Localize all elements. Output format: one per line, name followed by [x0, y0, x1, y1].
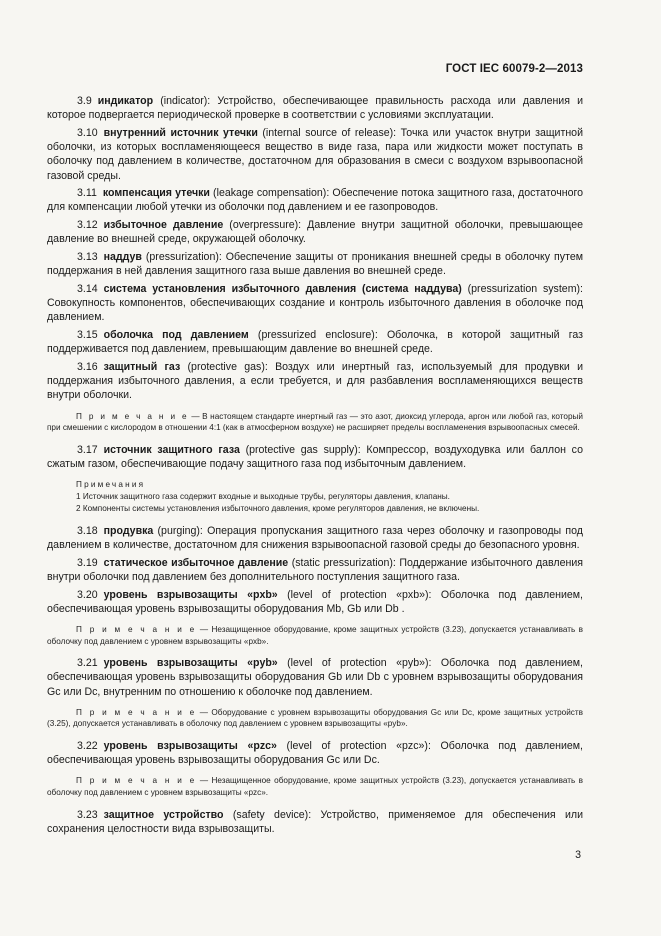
entry-term: уровень взрывозащиты «pxb»	[103, 588, 278, 601]
entry-term: защитный газ	[103, 360, 181, 373]
entry-number: 3.14	[77, 282, 98, 295]
entry-number: 3.16	[77, 360, 98, 373]
entry-term: индикатор	[97, 95, 154, 107]
entry-definition: (static pressurization): Поддержание избыточного давления внутри оболочки под давлением без дополнительного поступления защитного газа.	[47, 556, 583, 583]
entry-number: 3.20	[77, 588, 98, 601]
entry-definition: (pressurization system): Совокупность компонентов, обеспечивающих создание и контроль избыточного давления в оболочке под давлением.	[47, 282, 583, 324]
notes-title: Примечания	[76, 480, 146, 490]
definition-entry: 3.22 уровень взрывозащиты «pzc» (level of protection «pzc»): Оболочка под давлением, обеспечивающая уровень взрывозащиты оборудования Gc или Dc.	[47, 739, 583, 767]
entry-term: система установления избыточного давления (система наддува)	[103, 282, 462, 295]
entry-definition: (pressurized enclosure): Оболочка, в которой защитный газ поддерживается под давлением, превышающим давление во внешней среде.	[47, 329, 583, 356]
definition-entry: 3.21 уровень взрывозащиты «pyb» (level of protection «pyb»): Оболочка под давлением, обеспечивающая уровень взрывозащиты оборудования Gb или Db с уровнем взрывозащиты оборудования Gc или Dc, внутренним по отношению к оболочке под давлением.	[47, 657, 583, 698]
definition-entry	[47, 218, 583, 246]
definition-entry	[47, 328, 583, 356]
entry-term: продувка	[103, 524, 154, 537]
entry-number: 3.11	[77, 187, 97, 200]
document-body	[47, 94, 583, 839]
note: П р и м е ч а н и е — Оборудование с уровнем взрывозащиты оборудования Gc или Dc, кроме защитных устройств (3.25), допускается устанавливать в оболочку под давлением с уровнем взрывозащиты «pyb».	[47, 707, 583, 729]
entry-term: внутренний источник утечки	[103, 126, 258, 139]
definition-entry	[47, 588, 583, 616]
definition-entry	[47, 282, 583, 325]
entry-number: 3.19	[77, 556, 98, 569]
definition-entry	[47, 126, 583, 183]
entry-term: наддув	[103, 251, 142, 264]
entry-term: избыточное давление	[103, 219, 224, 232]
definition-entry	[47, 94, 583, 122]
entry-definition: (leakage compensation): Обеспечение потока защитного газа, достаточного для компенсации любой утечки из оболочки под давлением и ее газопроводов.	[47, 187, 583, 214]
note-item: 2 Компоненты системы установления избыточного давления, кроме регуляторов давления, не включены.	[76, 503, 480, 513]
entry-number: 3.13	[77, 251, 98, 264]
entry-number: 3.9	[77, 95, 92, 107]
entry-term: компенсация утечки	[102, 187, 210, 200]
definition-entry: 3.17 источник защитного газа (protective gas supply): Компрессор, воздуходувка или баллон со сжатым газом, обеспечивающие подачу защитного газа под избыточным давлением.	[47, 443, 583, 470]
entry-definition: (indicator): Устройство, обеспечивающее правильность расхода или давления и которое подвергается периодической проверке в соответствии с условиями эксплуатации.	[47, 95, 583, 122]
note: П р и м е ч а н и е — В настоящем стандарте инертный газ — это азот, диоксид углерода, аргон или любой газ, который при смешении с кислородом в отношении 4:1 (как в атмосферном воздухе) не расширяет пределы воспламенения взрывоопасных смесей.	[47, 411, 583, 433]
definition-entry	[47, 250, 583, 278]
definition-entry: 3.23 защитное устройство (safety device): Устройство, применяемое для обеспечения или сохранения целостности вида взрывозащиты.	[47, 808, 583, 835]
entry-number: 3.12	[77, 219, 98, 232]
entry-number: 3.18	[77, 524, 98, 537]
entry-number: 3.15	[77, 329, 98, 342]
notes-block	[47, 479, 583, 515]
note: П р и м е ч а н и е — Незащищенное оборудование, кроме защитных устройств (3.23), допускается устанавливать в оболочку под давлением с уровнем взрывозащиты «pzc».	[47, 776, 584, 797]
definition-entry	[47, 186, 583, 214]
entry-definition: (level of protection «pxb»): Оболочка под давлением, обеспечивающая уровень взрывозащиты оборудования Mb, Gb или Db .	[47, 588, 583, 615]
entry-definition: (protective gas): Воздух или инертный газ, используемый для продувки и поддержания избыточного давления, а если требуется, и для разбавления воспламеняющихся веществ внутри оболочки.	[47, 360, 583, 402]
entry-definition: (internal source of release): Точка или участок внутри защитной оболочки, из которых воспламеняющееся вещество в виде газа, пара или жидкости может поступать в оболочку под давлением в количестве, достаточном для образования в смеси с воздухом взрывоопасной газовой среды.	[47, 126, 583, 182]
definition-entry	[47, 524, 583, 552]
entry-term: оболочка под давлением	[103, 329, 249, 342]
entry-number: 3.10	[77, 126, 98, 139]
entry-definition: (purging): Операция пропускания защитного газа через оболочку и газопроводы под давлением в количестве, достаточном для снижения взрывоопасной газовой среды до безопасного уровня.	[47, 524, 583, 551]
note-item: 1 Источник защитного газа содержит входные и выходные трубы, регуляторы давления, клапаны.	[76, 491, 450, 501]
entry-definition: (pressurization): Обеспечение защиты от проникания внешней среды в оболочку путем поддержания в ней давления защитного газа выше давления во внешней среде.	[47, 251, 583, 278]
note: П р и м е ч а н и е — Незащищенное оборудование, кроме защитных устройств (3.23), допускается устанавливать в оболочку под давлением с уровнем взрывозащиты «pxb».	[47, 624, 584, 646]
definition-entry	[47, 360, 583, 403]
definition-entry	[47, 556, 583, 584]
document-header: ГОСТ IEC 60079-2—2013	[445, 63, 583, 75]
page-number: 3	[575, 849, 581, 861]
entry-definition: (overpressure): Давление внутри защитной оболочки, превышающее давление во внешней среде, окружающей оболочку.	[47, 219, 583, 246]
entry-term: статическое избыточное давление	[103, 556, 289, 569]
